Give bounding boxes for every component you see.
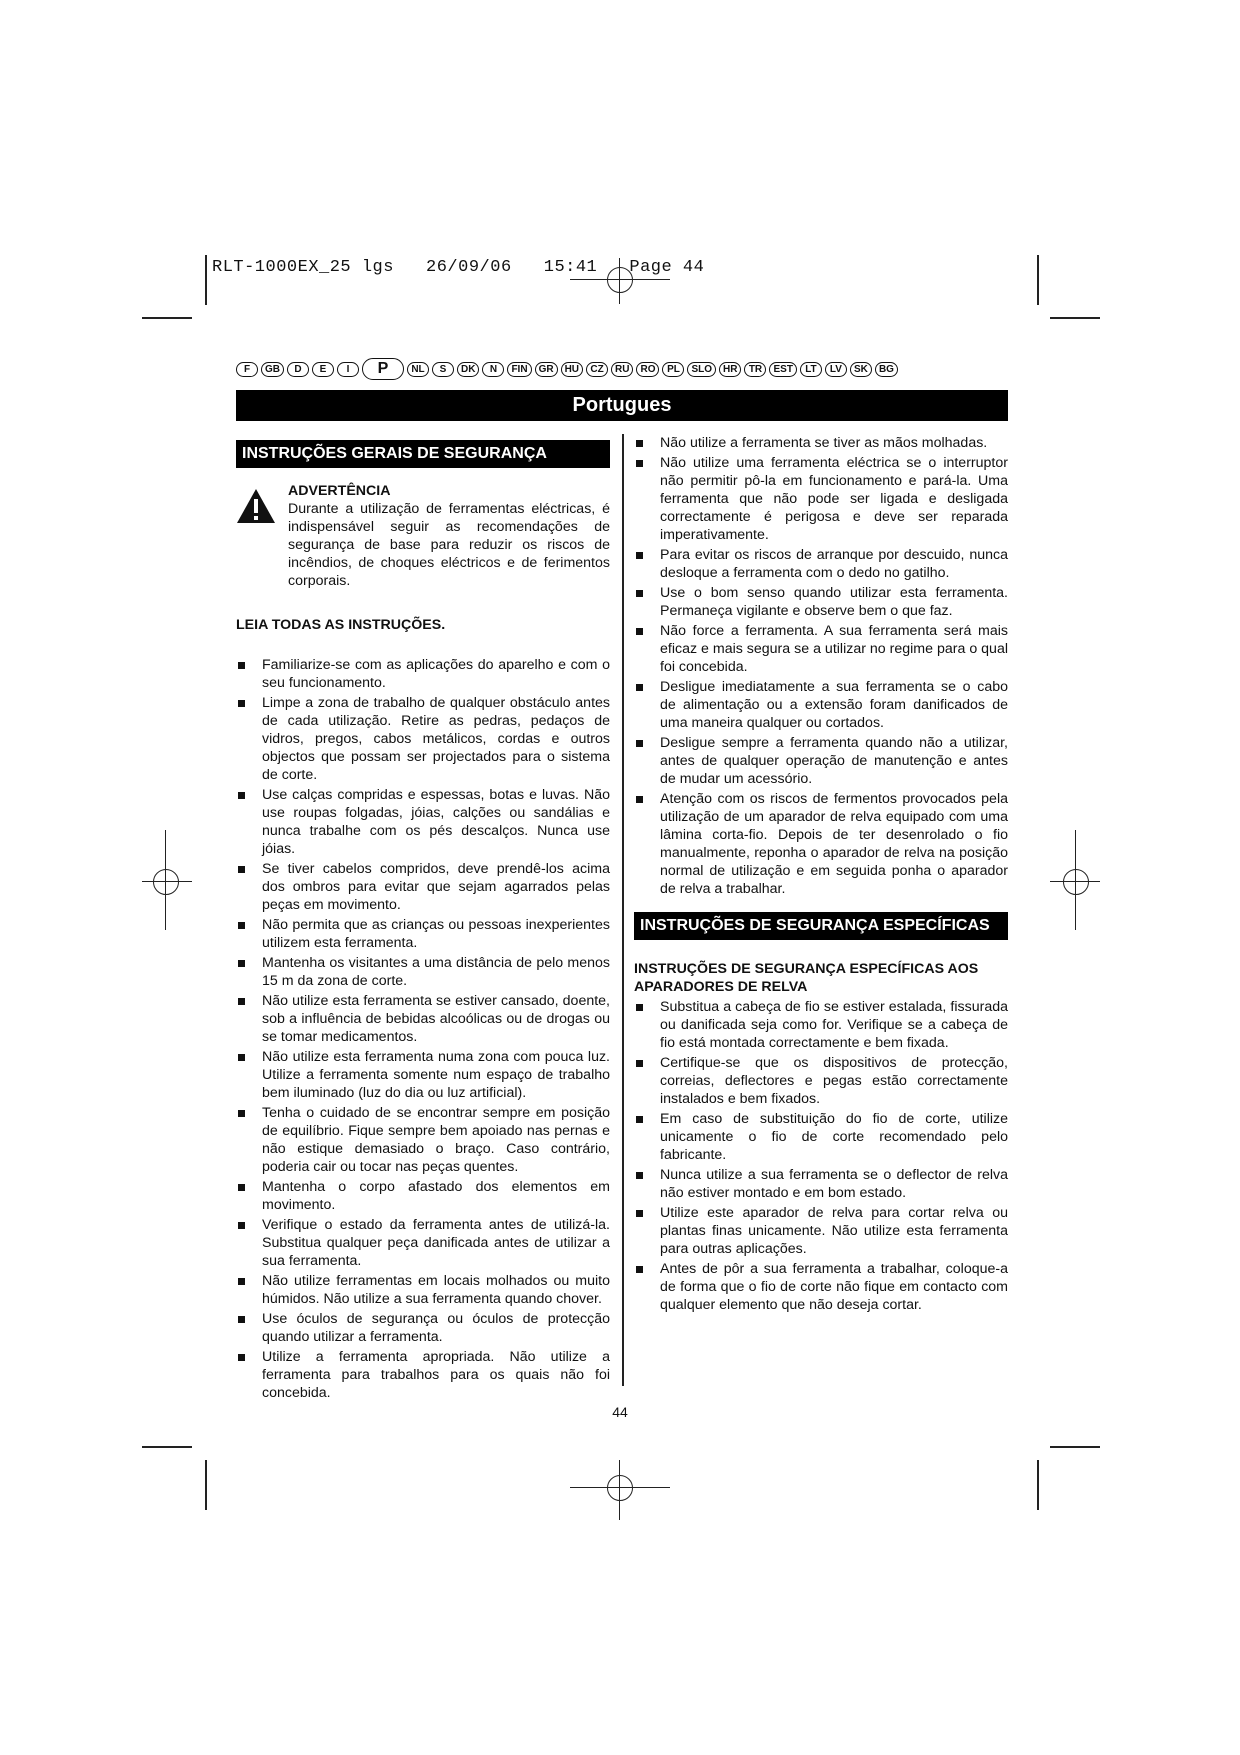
right-column [634, 434, 1008, 1316]
list-item: Limpe a zona de trabalho de qualquer obstáculo antes de cada utilização. Retire as pedras, pedaços de vidros, pregos, cabos metálicos, cordas e outros objectos que possam ser projectados para o sistema de corte. [236, 694, 610, 784]
list-item: Não permita que as crianças ou pessoas inexperientes utilizem esta ferramenta. [236, 916, 610, 952]
general-safety-heading: INSTRUÇÕES GERAIS DE SEGURANÇA [236, 440, 610, 468]
read-all-instructions: LEIA TODAS AS INSTRUÇÕES. [236, 617, 446, 633]
language-tab-gr: GR [535, 362, 558, 377]
warning-text: Durante a utilização de ferramentas eléctricas, é indispensável seguir as recomendações de segurança de base para reduzir os riscos de incêndios, de choques eléctricos e de ferimentos corporais. [288, 501, 610, 589]
language-tab-slo: SLO [687, 362, 716, 377]
language-tab-nl: NL [407, 362, 429, 377]
language-tab-e: E [312, 362, 334, 377]
language-tab-cz: CZ [586, 362, 608, 377]
warning-triangle-icon [236, 482, 288, 590]
list-item: Substitua a cabeça de fio se estiver estalada, fissurada ou danificada seja como for. Verifique se a cabeça de fio está montada correctamente e bem fixada. [634, 998, 1008, 1052]
language-tab-bg: BG [875, 362, 898, 377]
right-bullet-list [634, 434, 1008, 898]
list-item: Não utilize esta ferramenta se estiver cansado, doente, sob a influência de bebidas alcoólicas ou de drogas ou se tomar medicamentos. [236, 992, 610, 1046]
language-tab-lv: LV [825, 362, 847, 377]
specific-safety-subheading: INSTRUÇÕES DE SEGURANÇA ESPECÍFICAS AOS APARADORES DE RELVA [634, 961, 979, 995]
left-column [236, 440, 610, 1404]
list-item: Desligue sempre a ferramenta quando não a utilizar, antes de qualquer operação de manutenção e antes de mudar um acessório. [634, 734, 1008, 788]
language-tab-i: I [337, 362, 359, 377]
language-tab-sk: SK [850, 362, 872, 377]
page-number: 44 [612, 1404, 628, 1420]
list-item: Não force a ferramenta. A sua ferramenta será mais eficaz e mais segura se a utilizar no regime para o qual foi concebida. [634, 622, 1008, 676]
list-item: Não utilize uma ferramenta eléctrica se o interruptor não permitir pô-la em funcionamento e pará-la. Uma ferramenta que não pode ser ligada e desligada correctamente é perigosa e deve ser reparada imperativamente. [634, 454, 1008, 544]
language-tab-s: S [432, 362, 454, 377]
language-tab-n: N [482, 362, 504, 377]
language-tab-f: F [236, 362, 258, 377]
language-tabs [236, 358, 1006, 380]
language-tab-tr: TR [744, 362, 766, 377]
specific-safety-heading: INSTRUÇÕES DE SEGURANÇA ESPECÍFICAS [634, 912, 1008, 940]
list-item: Atenção com os riscos de fermentos provocados pela utilização de um aparador de relva equipado com uma lâmina corta-fio. Depois de ter desenrolado o fio manualmente, reponha o aparador de relva na posição normal de utilização e em seguida ponha o aparador de relva a trabalhar. [634, 790, 1008, 898]
list-item: Use óculos de segurança ou óculos de protecção quando utilizar a ferramenta. [236, 1310, 610, 1346]
list-item: Tenha o cuidado de se encontrar sempre em posição de equilíbrio. Fique sempre bem apoiado nas pernas e não estique demasiado o braço. Caso contrário, poderia cair ou tocar nas peças quentes. [236, 1104, 610, 1176]
list-item: Se tiver cabelos compridos, deve prendê-los acima dos ombros para evitar que sejam agarrados pelas peças em movimento. [236, 860, 610, 914]
language-tab-fin: FIN [507, 362, 531, 377]
language-tab-ru: RU [611, 362, 633, 377]
list-item: Mantenha o corpo afastado dos elementos em movimento. [236, 1178, 610, 1214]
list-item: Para evitar os riscos de arranque por descuido, nunca desloque a ferramenta com o dedo no gatilho. [634, 546, 1008, 582]
list-item: Verifique o estado da ferramenta antes de utilizá-la. Substitua qualquer peça danificada antes de utilizar a sua ferramenta. [236, 1216, 610, 1270]
list-item: Não utilize a ferramenta se tiver as mãos molhadas. [634, 434, 1008, 452]
column-divider [622, 434, 624, 1386]
language-tab-pl: PL [662, 362, 684, 377]
list-item: Desligue imediatamente a sua ferramenta se o cabo de alimentação ou a extensão foram danificados de uma maneira qualquer ou cortados. [634, 678, 1008, 732]
specific-bullet-list [634, 998, 1008, 1314]
language-tab-lt: LT [800, 362, 822, 377]
warning-title: ADVERTÊNCIA [288, 483, 391, 499]
language-tab-dk: DK [457, 362, 479, 377]
warning-block [236, 482, 610, 590]
language-tab-est: EST [769, 362, 796, 377]
list-item: Em caso de substituição do fio de corte, utilize unicamente o fio de corte recomendado pelo fabricante. [634, 1110, 1008, 1164]
list-item: Mantenha os visitantes a uma distância de pelo menos 15 m da zona de corte. [236, 954, 610, 990]
list-item: Não utilize ferramentas em locais molhados ou muito húmidos. Não utilize a sua ferramenta quando chover. [236, 1272, 610, 1308]
page-title: Portugues [236, 390, 1008, 421]
language-tab-hr: HR [719, 362, 741, 377]
list-item: Utilize este aparador de relva para cortar relva ou plantas finas unicamente. Não utilize esta ferramenta para outras aplicações. [634, 1204, 1008, 1258]
list-item: Familiarize-se com as aplicações do aparelho e com o seu funcionamento. [236, 656, 610, 692]
list-item: Antes de pôr a sua ferramenta a trabalhar, coloque-a de forma que o fio de corte não fique em contacto com qualquer elemento que não deseja cortar. [634, 1260, 1008, 1314]
language-tab-ro: RO [636, 362, 659, 377]
list-item: Utilize a ferramenta apropriada. Não utilize a ferramenta para trabalhos para os quais não foi concebida. [236, 1348, 610, 1402]
language-tab-p: P [362, 358, 404, 380]
language-tab-hu: HU [561, 362, 583, 377]
language-tab-gb: GB [261, 362, 284, 377]
language-tab-d: D [287, 362, 309, 377]
list-item: Use calças compridas e espessas, botas e luvas. Não use roupas folgadas, jóias, calções ou sandálias e nunca trabalhe com os pés descalços. Nunca use jóias. [236, 786, 610, 858]
list-item: Certifique-se que os dispositivos de protecção, correias, deflectores e pegas estão correctamente instalados e bem fixados. [634, 1054, 1008, 1108]
print-slug: RLT-1000EX_25 lgs 26/09/06 15:41 Page 44 [212, 258, 705, 277]
list-item: Use o bom senso quando utilizar esta ferramenta. Permaneça vigilante e observe bem o que faz. [634, 584, 1008, 620]
list-item: Não utilize esta ferramenta numa zona com pouca luz. Utilize a ferramenta somente num espaço de trabalho bem iluminado (luz do dia ou luz artificial). [236, 1048, 610, 1102]
list-item: Nunca utilize a sua ferramenta se o deflector de relva não estiver montado e em bom estado. [634, 1166, 1008, 1202]
left-bullet-list [236, 656, 610, 1402]
